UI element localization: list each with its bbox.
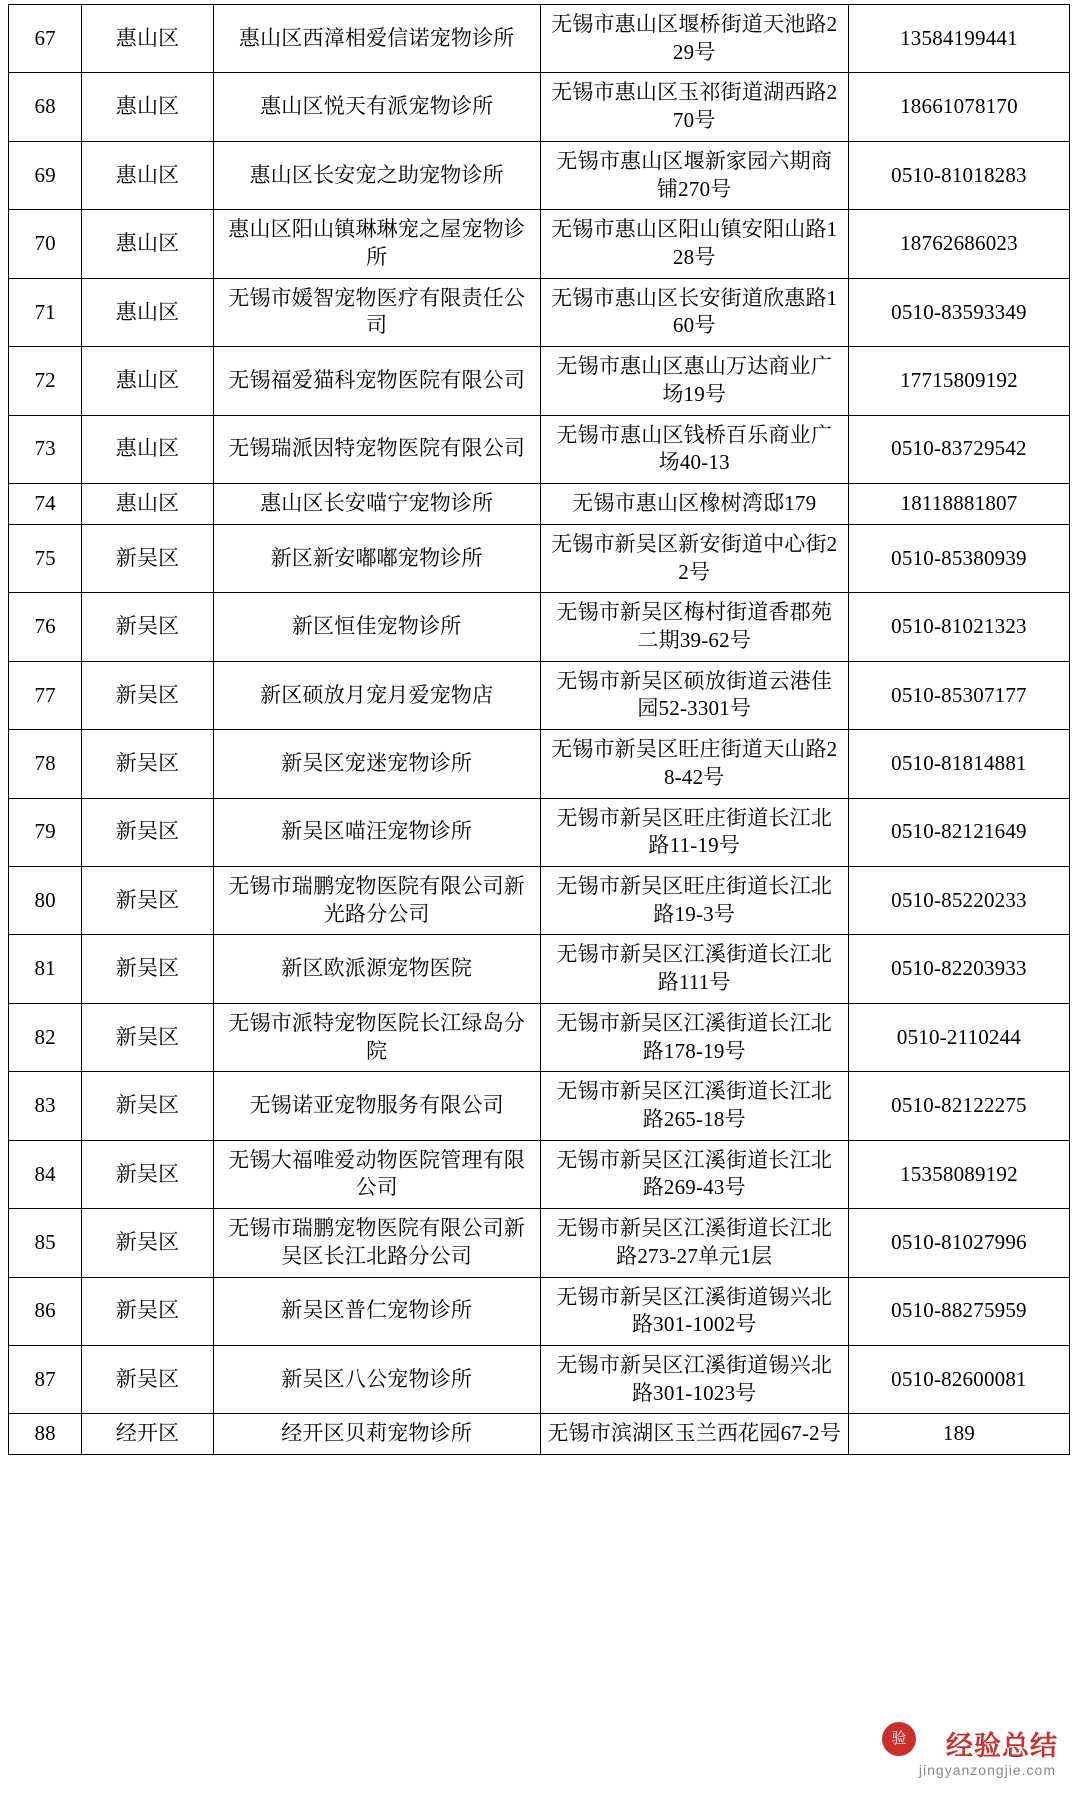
- row-address: 无锡市新吴区江溪街道锡兴北路301-1023号: [540, 1346, 848, 1414]
- table-row: [9, 1414, 1070, 1455]
- row-district: 新吴区: [82, 661, 214, 729]
- row-phone: 0510-82121649: [848, 798, 1069, 866]
- row-clinic-name: 惠山区阳山镇琳琳宠之屋宠物诊所: [213, 210, 540, 278]
- row-clinic-name: 经开区贝莉宠物诊所: [213, 1414, 540, 1455]
- row-district: 新吴区: [82, 730, 214, 798]
- row-district: 惠山区: [82, 484, 214, 525]
- clinic-listing-table: [8, 4, 1070, 1455]
- row-district: 新吴区: [82, 1003, 214, 1071]
- row-address: 无锡市惠山区橡树湾邸179: [540, 484, 848, 525]
- site-watermark: [876, 1718, 1066, 1790]
- row-phone: 0510-81814881: [848, 730, 1069, 798]
- row-address: 无锡市惠山区钱桥百乐商业广场40-13: [540, 415, 848, 483]
- row-phone: 0510-85307177: [848, 661, 1069, 729]
- row-index: 68: [9, 73, 82, 141]
- row-phone: 0510-83593349: [848, 278, 1069, 346]
- row-district: 惠山区: [82, 141, 214, 209]
- watermark-title: 经验总结: [946, 1731, 1058, 1761]
- row-district: 惠山区: [82, 347, 214, 415]
- table-row: [9, 1003, 1070, 1071]
- row-clinic-name: 惠山区长安喵宁宠物诊所: [213, 484, 540, 525]
- table-row: [9, 1209, 1070, 1277]
- row-index: 71: [9, 278, 82, 346]
- row-index: 72: [9, 347, 82, 415]
- row-phone: 17715809192: [848, 347, 1069, 415]
- row-index: 67: [9, 5, 82, 73]
- row-address: 无锡市滨湖区玉兰西花园67-2号: [540, 1414, 848, 1455]
- row-district: 新吴区: [82, 593, 214, 661]
- table-row: [9, 935, 1070, 1003]
- row-phone: 0510-85220233: [848, 866, 1069, 934]
- row-address: 无锡市新吴区梅村街道香郡苑二期39-62号: [540, 593, 848, 661]
- row-clinic-name: 新吴区八公宠物诊所: [213, 1346, 540, 1414]
- row-index: 86: [9, 1277, 82, 1345]
- row-phone: 18118881807: [848, 484, 1069, 525]
- row-address: 无锡市新吴区江溪街道长江北路111号: [540, 935, 848, 1003]
- row-address: 无锡市新吴区江溪街道长江北路273-27单元1层: [540, 1209, 848, 1277]
- row-district: 惠山区: [82, 73, 214, 141]
- row-district: 惠山区: [82, 210, 214, 278]
- row-clinic-name: 新区硕放月宠月爱宠物店: [213, 661, 540, 729]
- row-address: 无锡市惠山区堰桥街道天池路229号: [540, 5, 848, 73]
- row-clinic-name: 惠山区西漳相爱信诺宠物诊所: [213, 5, 540, 73]
- row-address: 无锡市新吴区江溪街道长江北路178-19号: [540, 1003, 848, 1071]
- table-row: [9, 278, 1070, 346]
- row-district: 新吴区: [82, 1346, 214, 1414]
- row-index: 73: [9, 415, 82, 483]
- table-row: [9, 1346, 1070, 1414]
- row-phone: 0510-82122275: [848, 1072, 1069, 1140]
- row-index: 83: [9, 1072, 82, 1140]
- row-index: 70: [9, 210, 82, 278]
- row-index: 87: [9, 1346, 82, 1414]
- row-address: 无锡市新吴区旺庄街道长江北路19-3号: [540, 866, 848, 934]
- row-index: 88: [9, 1414, 82, 1455]
- row-address: 无锡市惠山区堰新家园六期商铺270号: [540, 141, 848, 209]
- table-row: [9, 1140, 1070, 1208]
- row-phone: 18762686023: [848, 210, 1069, 278]
- row-phone: 189: [848, 1414, 1069, 1455]
- row-phone: 0510-83729542: [848, 415, 1069, 483]
- table-row: [9, 1277, 1070, 1345]
- row-clinic-name: 无锡大福唯爱动物医院管理有限公司: [213, 1140, 540, 1208]
- table-row: [9, 798, 1070, 866]
- row-district: 新吴区: [82, 1072, 214, 1140]
- row-phone: 0510-85380939: [848, 524, 1069, 592]
- table-row: [9, 347, 1070, 415]
- table-row: [9, 1072, 1070, 1140]
- row-district: 惠山区: [82, 415, 214, 483]
- row-phone: 0510-81018283: [848, 141, 1069, 209]
- row-index: 74: [9, 484, 82, 525]
- watermark-badge: 验: [882, 1722, 916, 1756]
- row-district: 新吴区: [82, 798, 214, 866]
- row-phone: 0510-81027996: [848, 1209, 1069, 1277]
- row-clinic-name: 惠山区悦天有派宠物诊所: [213, 73, 540, 141]
- row-address: 无锡市新吴区江溪街道锡兴北路301-1002号: [540, 1277, 848, 1345]
- row-clinic-name: 新区欧派源宠物医院: [213, 935, 540, 1003]
- table-row: [9, 210, 1070, 278]
- row-address: 无锡市新吴区硕放街道云港佳园52-3301号: [540, 661, 848, 729]
- table-row: [9, 730, 1070, 798]
- row-address: 无锡市惠山区惠山万达商业广场19号: [540, 347, 848, 415]
- row-address: 无锡市惠山区玉祁街道湖西路270号: [540, 73, 848, 141]
- row-clinic-name: 新吴区喵汪宠物诊所: [213, 798, 540, 866]
- row-district: 经开区: [82, 1414, 214, 1455]
- row-phone: 15358089192: [848, 1140, 1069, 1208]
- row-address: 无锡市新吴区旺庄街道长江北路11-19号: [540, 798, 848, 866]
- table-body: [9, 5, 1070, 1455]
- row-index: 85: [9, 1209, 82, 1277]
- row-clinic-name: 新区新安嘟嘟宠物诊所: [213, 524, 540, 592]
- row-clinic-name: 无锡福爱猫科宠物医院有限公司: [213, 347, 540, 415]
- table-row: [9, 415, 1070, 483]
- table-row: [9, 524, 1070, 592]
- table-row: [9, 661, 1070, 729]
- row-index: 81: [9, 935, 82, 1003]
- row-index: 79: [9, 798, 82, 866]
- row-district: 惠山区: [82, 278, 214, 346]
- table-row: [9, 141, 1070, 209]
- row-index: 75: [9, 524, 82, 592]
- row-index: 77: [9, 661, 82, 729]
- row-index: 76: [9, 593, 82, 661]
- row-district: 新吴区: [82, 1209, 214, 1277]
- row-address: 无锡市新吴区旺庄街道天山路28-42号: [540, 730, 848, 798]
- row-clinic-name: 无锡市瑞鹏宠物医院有限公司新吴区长江北路分公司: [213, 1209, 540, 1277]
- row-index: 69: [9, 141, 82, 209]
- row-phone: 0510-88275959: [848, 1277, 1069, 1345]
- table-row: [9, 593, 1070, 661]
- row-phone: 0510-2110244: [848, 1003, 1069, 1071]
- row-clinic-name: 无锡市媛智宠物医疗有限责任公司: [213, 278, 540, 346]
- row-address: 无锡市新吴区江溪街道长江北路265-18号: [540, 1072, 848, 1140]
- row-address: 无锡市新吴区新安街道中心街22号: [540, 524, 848, 592]
- row-address: 无锡市惠山区长安街道欣惠路160号: [540, 278, 848, 346]
- row-district: 新吴区: [82, 935, 214, 1003]
- row-phone: 13584199441: [848, 5, 1069, 73]
- row-district: 新吴区: [82, 524, 214, 592]
- row-phone: 0510-81021323: [848, 593, 1069, 661]
- row-index: 78: [9, 730, 82, 798]
- row-index: 80: [9, 866, 82, 934]
- row-clinic-name: 新吴区宠迷宠物诊所: [213, 730, 540, 798]
- row-district: 新吴区: [82, 866, 214, 934]
- row-clinic-name: 新吴区普仁宠物诊所: [213, 1277, 540, 1345]
- row-phone: 0510-82600081: [848, 1346, 1069, 1414]
- table-row: [9, 484, 1070, 525]
- row-index: 84: [9, 1140, 82, 1208]
- row-phone: 18661078170: [848, 73, 1069, 141]
- row-clinic-name: 新区恒佳宠物诊所: [213, 593, 540, 661]
- row-phone: 0510-82203933: [848, 935, 1069, 1003]
- row-clinic-name: 无锡市瑞鹏宠物医院有限公司新光路分公司: [213, 866, 540, 934]
- row-clinic-name: 无锡瑞派因特宠物医院有限公司: [213, 415, 540, 483]
- watermark-url: jingyanzongjie.com: [918, 1762, 1056, 1778]
- row-district: 惠山区: [82, 5, 214, 73]
- row-district: 新吴区: [82, 1140, 214, 1208]
- row-index: 82: [9, 1003, 82, 1071]
- row-address: 无锡市新吴区江溪街道长江北路269-43号: [540, 1140, 848, 1208]
- table-row: [9, 866, 1070, 934]
- table-row: [9, 5, 1070, 73]
- row-clinic-name: 惠山区长安宠之助宠物诊所: [213, 141, 540, 209]
- row-district: 新吴区: [82, 1277, 214, 1345]
- row-clinic-name: 无锡诺亚宠物服务有限公司: [213, 1072, 540, 1140]
- row-clinic-name: 无锡市派特宠物医院长江绿岛分院: [213, 1003, 540, 1071]
- table-row: [9, 73, 1070, 141]
- row-address: 无锡市惠山区阳山镇安阳山路128号: [540, 210, 848, 278]
